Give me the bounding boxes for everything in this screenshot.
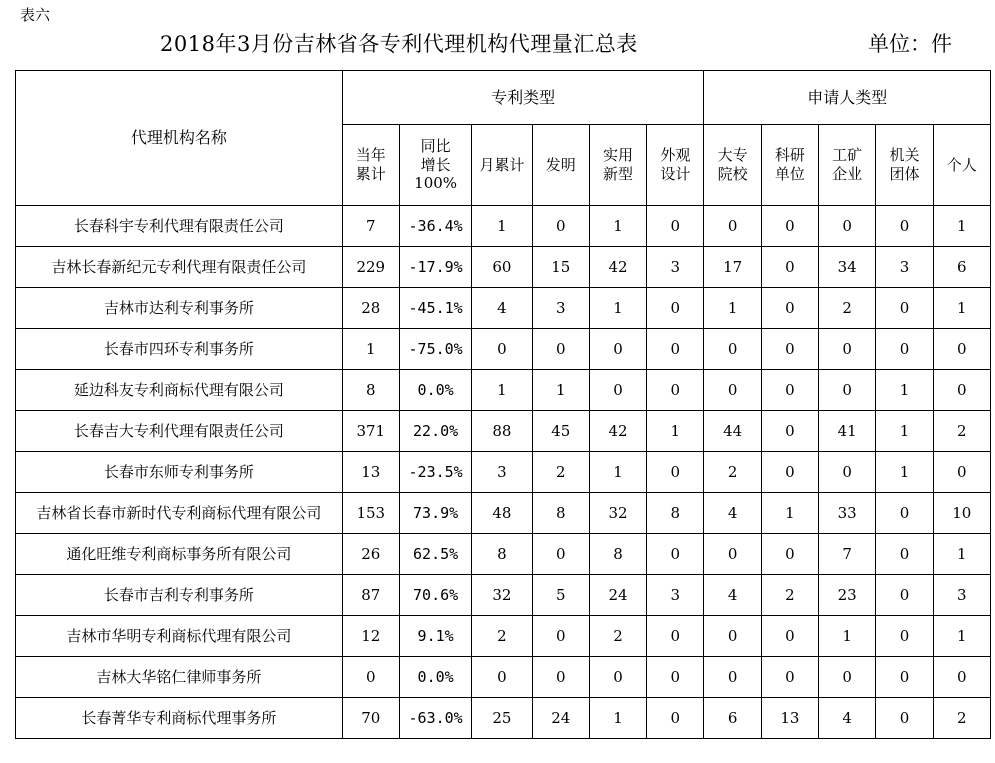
value-cell: 1	[876, 411, 933, 452]
value-cell: 0	[532, 534, 589, 575]
header-enterprise-line: 工矿	[832, 146, 863, 165]
value-cell: 13	[761, 698, 818, 739]
header-design-line: 外观	[660, 146, 691, 165]
value-cell: 0	[532, 329, 589, 370]
table-row	[16, 657, 991, 698]
header-institution-line: 团体	[889, 165, 920, 183]
value-cell: 0	[647, 288, 704, 329]
agency-name-cell: 长春市东师专利事务所	[16, 452, 343, 493]
value-cell: 2	[472, 616, 532, 657]
value-cell: 0	[819, 370, 876, 411]
header-design-line: 设计	[660, 165, 691, 183]
value-cell: 0	[761, 616, 818, 657]
value-cell: 2	[819, 288, 876, 329]
agency-name-cell: 长春市吉利专利事务所	[16, 575, 343, 616]
value-cell: 0	[876, 657, 933, 698]
header-research-line: 单位	[774, 165, 805, 183]
agency-name-cell: 长春市四环专利事务所	[16, 329, 343, 370]
value-cell: 17	[704, 247, 761, 288]
value-cell: 0	[819, 329, 876, 370]
value-cell: 0	[933, 452, 990, 493]
table-row	[16, 411, 991, 452]
growth-cell: -36.4%	[399, 206, 471, 247]
header-enterprise	[819, 125, 876, 206]
value-cell: 3	[876, 247, 933, 288]
value-cell: 2	[933, 698, 990, 739]
header-year-total-line: 累计	[355, 165, 386, 183]
value-cell: 0	[647, 370, 704, 411]
value-cell: 8	[589, 534, 646, 575]
table-label: 表六	[20, 6, 51, 24]
value-cell: 0	[761, 452, 818, 493]
value-cell: 1	[342, 329, 399, 370]
agency-name-cell: 通化旺维专利商标事务所有限公司	[16, 534, 343, 575]
table-row	[16, 288, 991, 329]
header-yoy-growth-line: 同比	[420, 136, 451, 155]
value-cell: 70	[342, 698, 399, 739]
table-row	[16, 370, 991, 411]
table-row	[16, 247, 991, 288]
value-cell: 60	[472, 247, 532, 288]
value-cell: 13	[342, 452, 399, 493]
value-cell: 0	[532, 616, 589, 657]
value-cell: 2	[761, 575, 818, 616]
growth-cell: -45.1%	[399, 288, 471, 329]
table-row	[16, 452, 991, 493]
value-cell: 1	[704, 288, 761, 329]
value-cell: 0	[704, 370, 761, 411]
value-cell: 229	[342, 247, 399, 288]
value-cell: 0	[876, 206, 933, 247]
value-cell: 1	[589, 206, 646, 247]
value-cell: 45	[532, 411, 589, 452]
value-cell: 0	[876, 698, 933, 739]
agency-name-cell: 吉林市达利专利事务所	[16, 288, 343, 329]
value-cell: 0	[704, 329, 761, 370]
value-cell: 8	[342, 370, 399, 411]
value-cell: 10	[933, 493, 990, 534]
growth-cell: -75.0%	[399, 329, 471, 370]
value-cell: 0	[876, 616, 933, 657]
table-row	[16, 616, 991, 657]
header-design	[647, 125, 704, 206]
header-research	[761, 125, 818, 206]
value-cell: 0	[819, 206, 876, 247]
header-institution	[876, 125, 933, 206]
value-cell: 0	[761, 288, 818, 329]
table-body	[16, 206, 991, 739]
agency-name-cell: 长春吉大专利代理有限责任公司	[16, 411, 343, 452]
header-utility-line: 新型	[603, 165, 634, 183]
value-cell: 0	[647, 206, 704, 247]
value-cell: 1	[472, 370, 532, 411]
value-cell: 5	[532, 575, 589, 616]
value-cell: 6	[933, 247, 990, 288]
header-utility	[589, 125, 646, 206]
header-year-total	[342, 125, 399, 206]
header-year-total-line: 当年	[355, 146, 386, 165]
value-cell: 0	[704, 206, 761, 247]
header-research-line: 科研	[774, 146, 805, 165]
table-row	[16, 575, 991, 616]
value-cell: 0	[933, 657, 990, 698]
agency-name-cell: 吉林大华铭仁律师事务所	[16, 657, 343, 698]
value-cell: 32	[472, 575, 532, 616]
value-cell: 0	[704, 534, 761, 575]
value-cell: 1	[589, 288, 646, 329]
header-applicant-type: 申请人类型	[704, 71, 991, 125]
header-patent-type: 专利类型	[342, 71, 704, 125]
value-cell: 1	[933, 616, 990, 657]
header-individual: 个人	[933, 125, 990, 206]
agency-name-cell: 吉林省长春市新时代专利商标代理有限公司	[16, 493, 343, 534]
value-cell: 0	[704, 616, 761, 657]
value-cell: 7	[819, 534, 876, 575]
value-cell: 41	[819, 411, 876, 452]
value-cell: 0	[819, 452, 876, 493]
agency-name-cell: 延边科友专利商标代理有限公司	[16, 370, 343, 411]
value-cell: 0	[876, 329, 933, 370]
header-invention: 发明	[532, 125, 589, 206]
value-cell: 4	[704, 493, 761, 534]
header-yoy-growth-line: 增长	[420, 155, 451, 174]
value-cell: 1	[876, 370, 933, 411]
value-cell: 24	[589, 575, 646, 616]
value-cell: 42	[589, 247, 646, 288]
value-cell: 3	[647, 575, 704, 616]
table-row	[16, 698, 991, 739]
value-cell: 4	[819, 698, 876, 739]
unit-label: 单位：件	[868, 32, 952, 56]
value-cell: 0	[472, 329, 532, 370]
header-month-total: 月累计	[472, 125, 532, 206]
agency-name-cell: 长春菁华专利商标代理事务所	[16, 698, 343, 739]
value-cell: 1	[589, 452, 646, 493]
value-cell: 26	[342, 534, 399, 575]
header-institution-line: 机关	[889, 146, 920, 165]
table-row	[16, 206, 991, 247]
growth-cell: 70.6%	[399, 575, 471, 616]
value-cell: 3	[472, 452, 532, 493]
value-cell: 0	[761, 247, 818, 288]
header-utility-line: 实用	[603, 146, 634, 165]
value-cell: 371	[342, 411, 399, 452]
value-cell: 1	[933, 288, 990, 329]
value-cell: 1	[876, 452, 933, 493]
table-row	[16, 534, 991, 575]
header-enterprise-line: 企业	[832, 165, 863, 183]
value-cell: 87	[342, 575, 399, 616]
value-cell: 3	[933, 575, 990, 616]
growth-cell: 0.0%	[399, 657, 471, 698]
value-cell: 12	[342, 616, 399, 657]
value-cell: 25	[472, 698, 532, 739]
value-cell: 0	[761, 206, 818, 247]
growth-cell: 0.0%	[399, 370, 471, 411]
value-cell: 0	[876, 493, 933, 534]
header-yoy-growth-line: 100%	[414, 174, 458, 193]
value-cell: 2	[532, 452, 589, 493]
value-cell: 0	[876, 534, 933, 575]
value-cell: 42	[589, 411, 646, 452]
value-cell: 153	[342, 493, 399, 534]
value-cell: 34	[819, 247, 876, 288]
value-cell: 8	[472, 534, 532, 575]
value-cell: 0	[647, 616, 704, 657]
growth-cell: -17.9%	[399, 247, 471, 288]
growth-cell: -63.0%	[399, 698, 471, 739]
value-cell: 0	[761, 329, 818, 370]
value-cell: 1	[761, 493, 818, 534]
value-cell: 0	[647, 698, 704, 739]
value-cell: 1	[647, 411, 704, 452]
value-cell: 4	[472, 288, 532, 329]
value-cell: 32	[589, 493, 646, 534]
value-cell: 0	[704, 657, 761, 698]
value-cell: 0	[876, 288, 933, 329]
value-cell: 8	[647, 493, 704, 534]
value-cell: 3	[647, 247, 704, 288]
growth-cell: -23.5%	[399, 452, 471, 493]
value-cell: 3	[532, 288, 589, 329]
value-cell: 0	[342, 657, 399, 698]
value-cell: 2	[589, 616, 646, 657]
value-cell: 28	[342, 288, 399, 329]
agency-name-cell: 吉林长春新纪元专利代理有限责任公司	[16, 247, 343, 288]
value-cell: 48	[472, 493, 532, 534]
growth-cell: 73.9%	[399, 493, 471, 534]
value-cell: 4	[704, 575, 761, 616]
table-row	[16, 493, 991, 534]
value-cell: 1	[933, 206, 990, 247]
header-university-line: 院校	[717, 165, 748, 183]
value-cell: 0	[589, 657, 646, 698]
header-university-line: 大专	[717, 146, 748, 165]
value-cell: 8	[532, 493, 589, 534]
value-cell: 1	[933, 534, 990, 575]
value-cell: 0	[532, 206, 589, 247]
value-cell: 0	[647, 657, 704, 698]
value-cell: 0	[532, 657, 589, 698]
value-cell: 0	[761, 411, 818, 452]
growth-cell: 62.5%	[399, 534, 471, 575]
value-cell: 0	[647, 534, 704, 575]
header-agency-name: 代理机构名称	[16, 71, 343, 206]
value-cell: 0	[472, 657, 532, 698]
value-cell: 0	[933, 370, 990, 411]
value-cell: 15	[532, 247, 589, 288]
growth-cell: 9.1%	[399, 616, 471, 657]
value-cell: 0	[647, 329, 704, 370]
header-university	[704, 125, 761, 206]
value-cell: 0	[647, 452, 704, 493]
value-cell: 6	[704, 698, 761, 739]
table-row	[16, 329, 991, 370]
agency-name-cell: 吉林市华明专利商标代理有限公司	[16, 616, 343, 657]
value-cell: 24	[532, 698, 589, 739]
value-cell: 0	[933, 329, 990, 370]
growth-cell: 22.0%	[399, 411, 471, 452]
value-cell: 33	[819, 493, 876, 534]
value-cell: 0	[589, 329, 646, 370]
value-cell: 2	[933, 411, 990, 452]
value-cell: 0	[876, 575, 933, 616]
value-cell: 1	[472, 206, 532, 247]
value-cell: 44	[704, 411, 761, 452]
value-cell: 0	[589, 370, 646, 411]
value-cell: 1	[819, 616, 876, 657]
value-cell: 88	[472, 411, 532, 452]
value-cell: 0	[819, 657, 876, 698]
value-cell: 7	[342, 206, 399, 247]
agency-name-cell: 长春科宇专利代理有限责任公司	[16, 206, 343, 247]
value-cell: 0	[761, 370, 818, 411]
value-cell: 1	[589, 698, 646, 739]
value-cell: 0	[761, 534, 818, 575]
page-title: 2018年3月份吉林省各专利代理机构代理量汇总表	[160, 32, 638, 56]
value-cell: 0	[761, 657, 818, 698]
value-cell: 1	[532, 370, 589, 411]
header-yoy-growth	[399, 125, 471, 206]
value-cell: 2	[704, 452, 761, 493]
summary-table	[15, 70, 991, 739]
value-cell: 23	[819, 575, 876, 616]
